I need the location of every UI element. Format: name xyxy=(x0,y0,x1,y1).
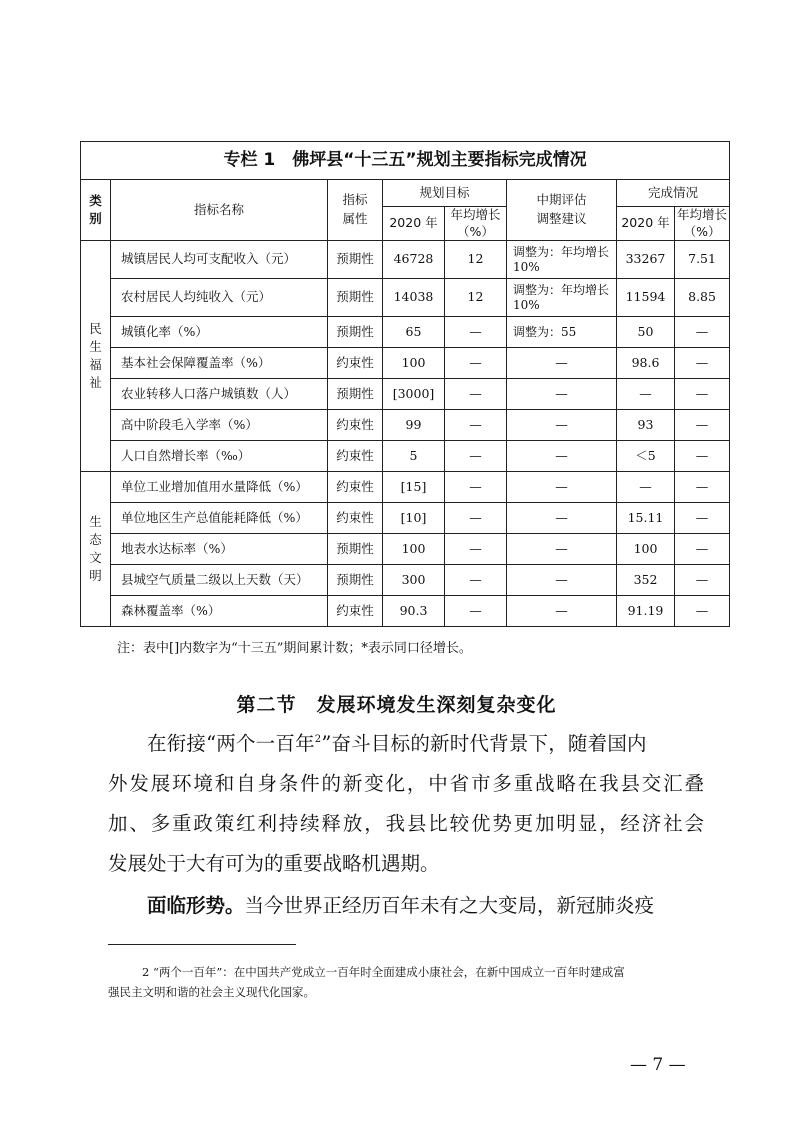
indicator-name-cell: 高中阶段毛入学率（%） xyxy=(111,410,328,441)
attribute-cell: 预期性 xyxy=(328,534,383,565)
category-cell: 民生福祉 xyxy=(81,241,111,472)
target-2020-cell: [10] xyxy=(383,503,445,534)
header-attribute: 指标属性 xyxy=(328,180,383,241)
header-target-2020: 2020 年 xyxy=(383,207,445,241)
mid-term-adjust-cell: — xyxy=(507,410,617,441)
mid-term-adjust-cell: — xyxy=(507,503,617,534)
mid-term-adjust-cell: — xyxy=(507,596,617,627)
table-row xyxy=(81,565,730,596)
table-title: 专栏 1 佛坪县“十三五”规划主要指标完成情况 xyxy=(81,142,730,180)
target-growth-cell: — xyxy=(445,410,507,441)
mid-term-adjust-cell: 调整为：年均增长 10% xyxy=(507,241,617,279)
target-2020-cell: [3000] xyxy=(383,379,445,410)
mid-term-adjust-cell: — xyxy=(507,534,617,565)
paragraph-situation xyxy=(108,886,704,926)
target-growth-cell: 12 xyxy=(445,241,507,279)
header-category: 类别 xyxy=(81,180,111,241)
indicator-name-cell: 单位工业增加值用水量降低（%） xyxy=(111,472,328,503)
target-growth-cell: 12 xyxy=(445,279,507,317)
table-row xyxy=(81,379,730,410)
indicator-name-cell: 农业转移人口落户城镇数（人） xyxy=(111,379,328,410)
table-row xyxy=(81,410,730,441)
indicator-name-cell: 森林覆盖率（%） xyxy=(111,596,328,627)
mid-term-adjust-cell: — xyxy=(507,472,617,503)
paragraph-line: 当今世界正经历百年未有之大变局，新冠肺炎疫 xyxy=(244,894,655,917)
header-done-growth: 年均增长（%） xyxy=(675,207,730,241)
done-growth-cell: — xyxy=(675,317,730,348)
header-done-2020: 2020 年 xyxy=(617,207,675,241)
target-growth-cell: — xyxy=(445,379,507,410)
header-completion: 完成情况 xyxy=(617,180,730,207)
indicator-name-cell: 县城空气质量二级以上天数（天） xyxy=(111,565,328,596)
table-row xyxy=(81,503,730,534)
target-growth-cell: — xyxy=(445,317,507,348)
table-row xyxy=(81,348,730,379)
done-growth-cell: — xyxy=(675,503,730,534)
done-growth-cell: 7.51 xyxy=(675,241,730,279)
target-2020-cell: 99 xyxy=(383,410,445,441)
indicator-table xyxy=(80,141,730,627)
target-2020-cell: 65 xyxy=(383,317,445,348)
attribute-cell: 预期性 xyxy=(328,241,383,279)
footnote xyxy=(108,962,702,1002)
target-2020-cell: 46728 xyxy=(383,241,445,279)
done-growth-cell: — xyxy=(675,472,730,503)
mid-term-adjust-cell: — xyxy=(507,565,617,596)
done-2020-cell: 98.6 xyxy=(617,348,675,379)
attribute-cell: 预期性 xyxy=(328,379,383,410)
attribute-cell: 预期性 xyxy=(328,279,383,317)
header-indicator-name: 指标名称 xyxy=(111,180,328,241)
done-2020-cell: ＜5 xyxy=(617,441,675,472)
target-2020-cell: 100 xyxy=(383,534,445,565)
done-2020-cell: 50 xyxy=(617,317,675,348)
header-mid-term: 中期评估调整建议 xyxy=(507,180,617,241)
done-2020-cell: 15.11 xyxy=(617,503,675,534)
mid-term-adjust-cell: — xyxy=(507,348,617,379)
footnote-line: 强民主文明和谐的社会主义现代化国家。 xyxy=(108,985,315,999)
target-growth-cell: — xyxy=(445,348,507,379)
target-growth-cell: — xyxy=(445,534,507,565)
header-target-growth: 年均增长（%） xyxy=(445,207,507,241)
paragraph-line: 在衔接“两个一百年 xyxy=(147,732,315,755)
done-growth-cell: — xyxy=(675,534,730,565)
header-plan-target: 规划目标 xyxy=(383,180,507,207)
footnote-divider xyxy=(108,944,296,945)
paragraph-line: 外发展环境和自身条件的新变化，中省市多重战略在我县交汇叠 xyxy=(108,772,704,795)
mid-term-adjust-cell: 调整为：年均增长 10% xyxy=(507,279,617,317)
done-growth-cell: 8.85 xyxy=(675,279,730,317)
attribute-cell: 约束性 xyxy=(328,441,383,472)
target-2020-cell: 300 xyxy=(383,565,445,596)
indicator-name-cell: 单位地区生产总值能耗降低（%） xyxy=(111,503,328,534)
done-2020-cell: — xyxy=(617,379,675,410)
done-2020-cell: 11594 xyxy=(617,279,675,317)
table-row xyxy=(81,534,730,565)
indicator-name-cell: 城镇居民人均可支配收入（元） xyxy=(111,241,328,279)
mid-term-adjust-cell: — xyxy=(507,379,617,410)
paragraph-intro xyxy=(108,724,704,884)
footnote-line: 2 “两个一百年”：在中国共产党成立一百年时全面建成小康社会，在新中国成立一百年时建成富 xyxy=(142,965,625,979)
target-2020-cell: [15] xyxy=(383,472,445,503)
target-2020-cell: 90.3 xyxy=(383,596,445,627)
attribute-cell: 约束性 xyxy=(328,503,383,534)
done-growth-cell: — xyxy=(675,348,730,379)
table-row xyxy=(81,279,730,317)
table-body xyxy=(81,241,730,627)
done-growth-cell: — xyxy=(675,441,730,472)
footnote-ref: 2 xyxy=(314,734,322,745)
indicator-name-cell: 城镇化率（%） xyxy=(111,317,328,348)
target-2020-cell: 5 xyxy=(383,441,445,472)
target-2020-cell: 14038 xyxy=(383,279,445,317)
table-note: 注：表中[]内数字为“十三五”期间累计数；*表示同口径增长。 xyxy=(117,641,472,656)
paragraph-line: 发展处于大有可为的重要战略机遇期。 xyxy=(108,852,440,875)
indicator-name-cell: 人口自然增长率（‰） xyxy=(111,441,328,472)
target-growth-cell: — xyxy=(445,596,507,627)
indicator-name-cell: 基本社会保障覆盖率（%） xyxy=(111,348,328,379)
indicator-name-cell: 地表水达标率（%） xyxy=(111,534,328,565)
table-row xyxy=(81,241,730,279)
table-row xyxy=(81,317,730,348)
paragraph-lead: 面临形势。 xyxy=(147,894,245,917)
target-growth-cell: — xyxy=(445,472,507,503)
attribute-cell: 约束性 xyxy=(328,410,383,441)
category-cell: 生态文明 xyxy=(81,472,111,627)
done-growth-cell: — xyxy=(675,565,730,596)
section-heading: 第二节 发展环境发生深刻复杂变化 xyxy=(236,694,557,716)
mid-term-adjust-cell: — xyxy=(507,441,617,472)
target-growth-cell: — xyxy=(445,441,507,472)
done-2020-cell: 352 xyxy=(617,565,675,596)
table-row xyxy=(81,472,730,503)
attribute-cell: 约束性 xyxy=(328,596,383,627)
done-growth-cell: — xyxy=(675,379,730,410)
table-row xyxy=(81,441,730,472)
done-growth-cell: — xyxy=(675,410,730,441)
target-growth-cell: — xyxy=(445,503,507,534)
paragraph-line: ”奋斗目标的新时代背景下，随着国内 xyxy=(321,732,647,755)
attribute-cell: 约束性 xyxy=(328,472,383,503)
done-2020-cell: — xyxy=(617,472,675,503)
done-growth-cell: — xyxy=(675,596,730,627)
done-2020-cell: 100 xyxy=(617,534,675,565)
done-2020-cell: 33267 xyxy=(617,241,675,279)
attribute-cell: 约束性 xyxy=(328,348,383,379)
target-2020-cell: 100 xyxy=(383,348,445,379)
indicator-name-cell: 农村居民人均纯收入（元） xyxy=(111,279,328,317)
done-2020-cell: 93 xyxy=(617,410,675,441)
table-row xyxy=(81,596,730,627)
mid-term-adjust-cell: 调整为：55 xyxy=(507,317,617,348)
attribute-cell: 预期性 xyxy=(328,565,383,596)
target-growth-cell: — xyxy=(445,565,507,596)
page-number: — 7 — xyxy=(630,1055,686,1075)
paragraph-line: 加、多重政策红利持续释放，我县比较优势更加明显，经济社会 xyxy=(108,812,704,835)
attribute-cell: 预期性 xyxy=(328,317,383,348)
done-2020-cell: 91.19 xyxy=(617,596,675,627)
